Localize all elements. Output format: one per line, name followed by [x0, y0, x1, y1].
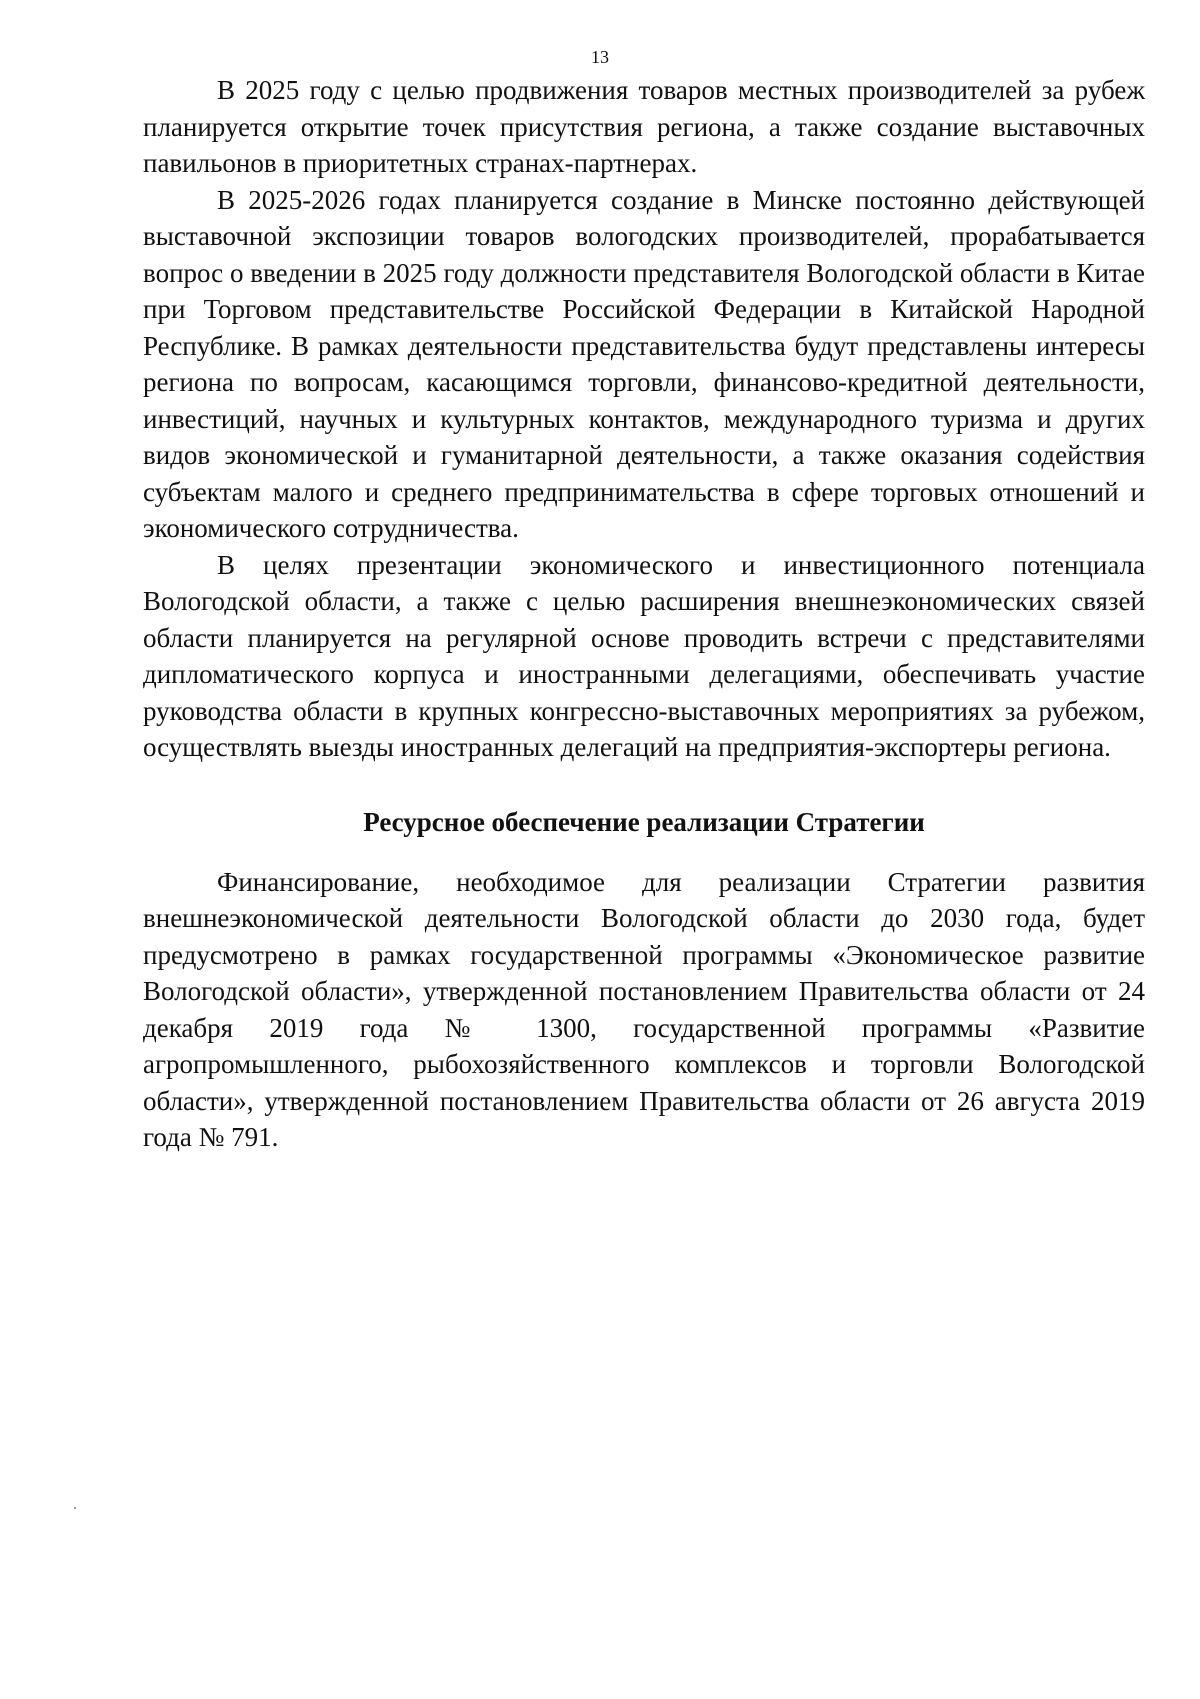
section-heading: Ресурсное обеспечение реализации Стратегии — [363, 806, 925, 837]
paragraph-financing: Финансирование, необходимое для реализации Стратегии развития внешнеэкономической деятельности Вологодской области до 2030 года, будет предусмотрено в рамках государственной программы «Экономическое развитие Вологодской области», утвержденной постановлением Правительства области от 24 декабря 2019 года № 1300, государственной программы «Развитие агропромышленного, рыбохозяйственного комплексов и торговли Вологодской области», утвержденной постановлением Правительства области от 26 августа 2019 года № 791. — [143, 866, 1145, 1152]
scan-artifact — [74, 1507, 76, 1509]
paragraph-minsk-exposition: В 2025-2026 годах планируется создание в Минске постоянно действующей выставочной экспозиции товаров вологодских производителей, прорабатывается вопрос о введении в 2025 году должности представителя Вологодской области в Китае при Торговом представительстве Российской Федерации в Китайской Народной Республике. В рамках деятельности представительства будут представлены интересы региона по вопросам, касающимся торговли, финансово-кредитной деятельности, инвестиций, научных и культурных контактов, международного туризма и других видов экономической и гуманитарной деятельности, а также оказания содействия субъектам малого и среднего предпринимательства в сфере торговых отношений и экономического сотрудничества. — [143, 184, 1145, 543]
page-number: 13 — [591, 47, 609, 67]
paragraph-exhibition-pavilions: В 2025 году с целью продвижения товаров местных производителей за рубеж планируется открытие точек присутствия региона, а также создание выставочных павильонов в приоритетных странах-партнерах. — [143, 75, 1145, 178]
document-body — [143, 72, 1145, 1156]
paragraph-presentation-potential: В целях презентации экономического и инвестиционного потенциала Вологодской области, а также с целью расширения внешнеэкономических связей области планируется на регулярной основе проводить встречи с представителями дипломатического корпуса и иностранными делегациями, обеспечивать участие руководства области в крупных конгрессно-выставочных мероприятиях за рубежом, осуществлять выезды иностранных делегаций на предприятия-экспортеры региона. — [143, 549, 1145, 762]
